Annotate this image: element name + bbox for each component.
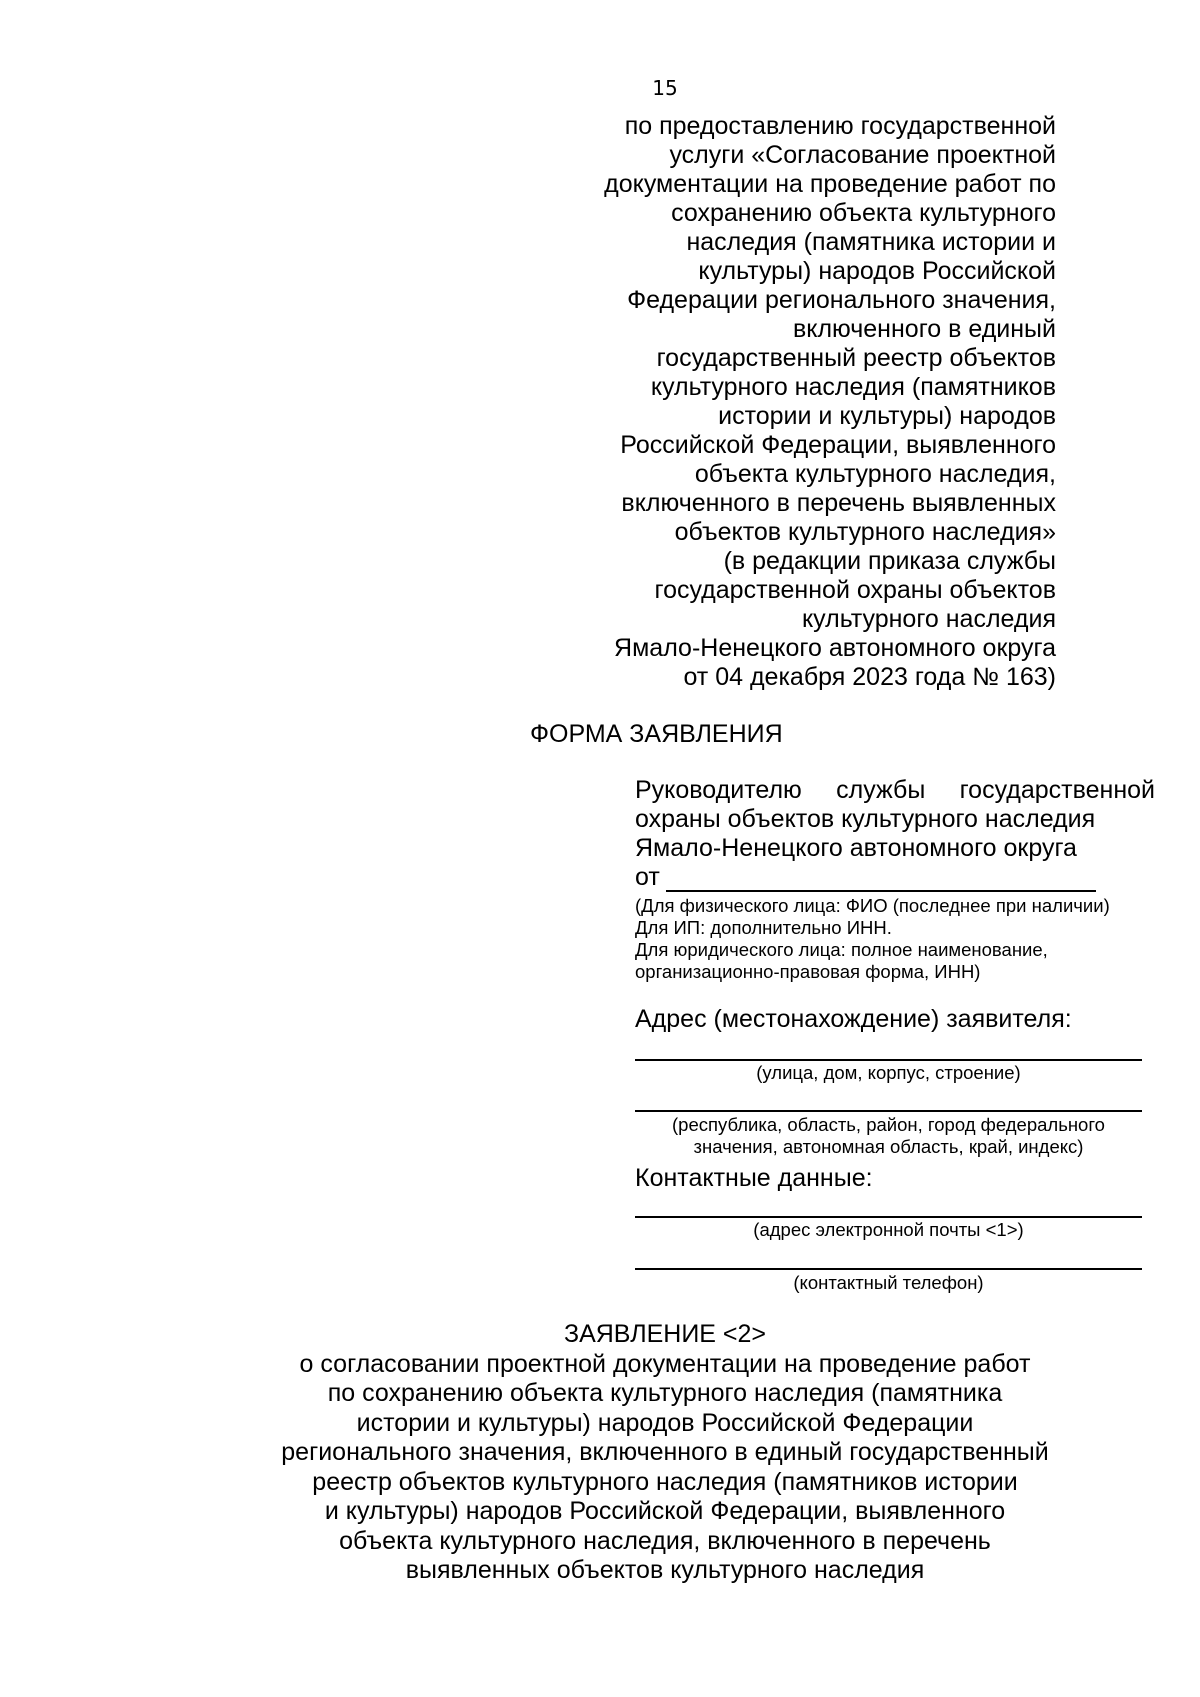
appendix-note-line: сохранению объекта культурного (671, 199, 1056, 227)
appendix-note-line: Российской Федерации, выявленного (620, 431, 1056, 459)
applicant-name-field[interactable] (666, 866, 1096, 892)
appendix-note-line: государственный реестр объектов (656, 344, 1056, 372)
statement-line: истории и культуры) народов Российской Федерации (356, 1408, 974, 1437)
from-label: от (635, 863, 660, 891)
appendix-note-line: наследия (памятника истории и (686, 228, 1056, 256)
street-field[interactable] (635, 1059, 1142, 1061)
addressee-line: Руководителю службы государственной (635, 776, 1155, 804)
appendix-note-line: культуры) народов Российской (698, 257, 1056, 285)
appendix-note-line: документации на проведение работ по (604, 170, 1056, 198)
appendix-note-line: государственной охраны объектов (654, 576, 1056, 604)
statement-line: выявленных объектов культурного наследия (405, 1556, 925, 1584)
appendix-note-line: Федерации регионального значения, (627, 286, 1056, 314)
appendix-note-line: от 04 декабря 2023 года № 163) (683, 663, 1056, 691)
statement-line: о согласовании проектной документации на проведение работ (299, 1349, 1031, 1378)
statement-line: и культуры) народов Российской Федерации, выявленного (324, 1497, 1006, 1525)
street-caption: (улица, дом, корпус, строение) (756, 1062, 1021, 1083)
appendix-note-line: культурного наследия (801, 605, 1056, 633)
appendix-note-line: услуги «Согласование проектной (669, 141, 1056, 169)
appendix-note-line: по предоставлению государственной (624, 112, 1056, 140)
addressee-block (635, 776, 1155, 892)
statement-line: регионального значения, включенного в единый государственный (281, 1438, 1049, 1466)
applicant-name-row (635, 863, 1155, 892)
appendix-note-line: Ямало-Ненецкого автономного округа (614, 634, 1056, 662)
appendix-note-line: объекта культурного наследия, (694, 460, 1056, 488)
address-heading: Адрес (местонахождение) заявителя: (635, 1005, 1072, 1033)
addressee-line: Ямало-Ненецкого автономного округа (635, 834, 1077, 862)
applicant-hint (635, 895, 1110, 983)
appendix-note-line: объектов культурного наследия» (674, 518, 1056, 546)
applicant-hint-line: организационно-правовая форма, ИНН) (635, 961, 981, 982)
appendix-note-line: (в редакции приказа службы (723, 547, 1056, 575)
region-caption (635, 1114, 1142, 1158)
applicant-hint-line: (Для физического лица: ФИО (последнее при наличии) (635, 895, 1110, 916)
statement-line: реестр объектов культурного наследия (памятников истории (312, 1467, 1018, 1496)
appendix-note-line: культурного наследия (памятников (650, 373, 1056, 401)
appendix-note (536, 112, 1056, 692)
statement-line: по сохранению объекта культурного наследия (памятника (327, 1379, 1003, 1407)
statement-line: объекта культурного наследия, включенного в перечень (339, 1526, 991, 1555)
appendix-note-line: истории и культуры) народов (718, 402, 1056, 430)
statement-title (0, 1320, 1200, 1586)
phone-caption: (контактный телефон) (793, 1272, 984, 1293)
email-field[interactable] (635, 1216, 1142, 1218)
applicant-hint-line: Для юридического лица: полное наименование, (635, 939, 1048, 960)
form-title: ФОРМА ЗАЯВЛЕНИЯ (530, 720, 783, 748)
addressee-line: охраны объектов культурного наследия (635, 805, 1096, 833)
statement-heading: ЗАЯВЛЕНИЕ <2> (563, 1320, 767, 1348)
appendix-note-line: включенного в единый (792, 315, 1056, 343)
email-caption: (адрес электронной почты <1>) (753, 1219, 1024, 1240)
phone-field[interactable] (635, 1268, 1142, 1270)
appendix-note-line: включенного в перечень выявленных (621, 489, 1056, 517)
region-caption-line: (республика, область, район, город федерального (672, 1114, 1105, 1135)
contacts-heading: Контактные данные: (635, 1164, 873, 1192)
page-number: 15 (652, 76, 678, 100)
region-caption-line: значения, автономная область, край, индекс) (693, 1136, 1084, 1157)
applicant-hint-line: Для ИП: дополнительно ИНН. (635, 917, 892, 938)
region-field[interactable] (635, 1110, 1142, 1112)
